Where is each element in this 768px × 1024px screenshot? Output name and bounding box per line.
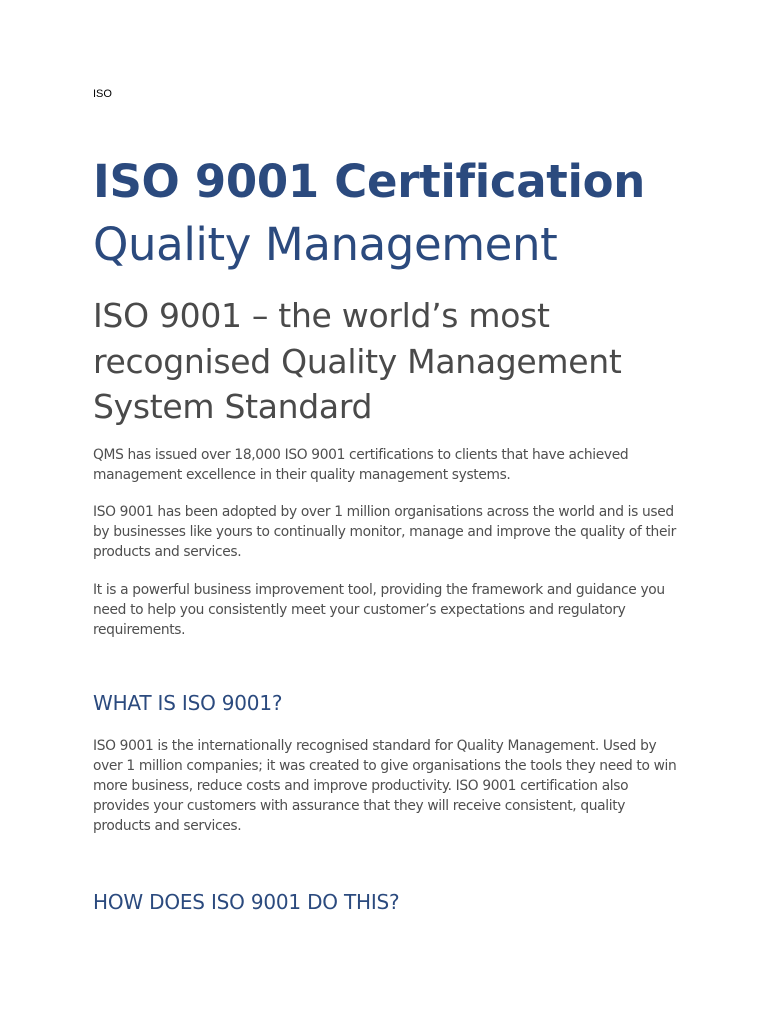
section-heading-how-does: HOW DOES ISO 9001 DO THIS?: [93, 890, 400, 914]
page-title-secondary: Quality Management: [93, 218, 558, 271]
document-header-label: ISO: [93, 88, 112, 100]
intro-paragraph-1: QMS has issued over 18,000 ISO 9001 certifications to clients that have achieved management excellence in their quality management systems.: [93, 447, 629, 483]
intro-paragraph-3: It is a powerful business improvement tool, providing the framework and guidance you need to help you consistently meet your customer’s expectations and regulatory requirements.: [93, 582, 665, 638]
page-title: ISO 9001 Certification: [93, 155, 645, 208]
section-body-what-is: ISO 9001 is the internationally recognised standard for Quality Management. Used by over 1 million companies; it was created to give organisations the tools they need to win more business, reduce costs and improve productivity. ISO 9001 certification also provides your customers with assurance that they will receive consistent, quality products and services.: [93, 738, 677, 834]
page-subtitle: ISO 9001 – the world’s most recognised Quality Management System Standard: [93, 296, 622, 426]
section-heading-what-is: WHAT IS ISO 9001?: [93, 691, 283, 715]
intro-paragraph-2: ISO 9001 has been adopted by over 1 million organisations across the world and is used by businesses like yours to continually monitor, manage and improve the quality of their products and services.: [93, 504, 676, 560]
